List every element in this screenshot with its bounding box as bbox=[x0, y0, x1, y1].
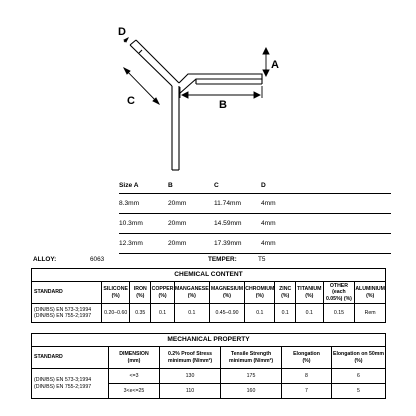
mech-cell: <=3 bbox=[109, 369, 160, 384]
chemical-standard: (DIN/BS) EN 573-3;1994 (DIN/BS) EN 755-2;1997 bbox=[32, 304, 102, 323]
chemical-header-row bbox=[32, 282, 386, 304]
mech-cell: 8 bbox=[282, 369, 332, 384]
mechanical-header-row bbox=[32, 347, 386, 369]
mech-cell: 5 bbox=[332, 384, 386, 399]
dimension-d bbox=[124, 38, 128, 42]
size-cell: 10.3mm bbox=[119, 214, 168, 234]
size-table bbox=[119, 181, 391, 254]
col-chromium: CHROMIUM (%) bbox=[245, 282, 275, 304]
mechanical-title: MECHANICAL PROPERTY bbox=[32, 334, 386, 347]
mech-cell: 3<e<=25 bbox=[109, 384, 160, 399]
label-a: A bbox=[271, 59, 279, 71]
label-c: C bbox=[127, 95, 135, 107]
size-cell: 8.3mm bbox=[119, 194, 168, 214]
col-other: OTHER (each 0.05%) (%) bbox=[323, 282, 355, 304]
table-row bbox=[32, 304, 386, 323]
mechanical-standard: (DIN/BS) EN 573-3;1994 (DIN/BS) EN 755-2;1997 bbox=[32, 369, 109, 399]
chem-cell: 0.35 bbox=[130, 304, 151, 323]
size-table-header bbox=[119, 181, 391, 194]
profile-outline bbox=[130, 40, 262, 170]
size-cell: 20mm bbox=[168, 234, 214, 254]
chemical-content-table bbox=[31, 268, 386, 323]
temper-label: TEMPER: bbox=[208, 256, 237, 263]
profile-diagram bbox=[0, 0, 416, 178]
table-row bbox=[119, 214, 391, 234]
temper-value: T5 bbox=[258, 256, 266, 263]
col-manganese: MANGANESE (%) bbox=[174, 282, 209, 304]
col-elongation-50mm: Elongation on 50mm (%) bbox=[332, 347, 386, 369]
col-titanium: TITANIUM (%) bbox=[295, 282, 323, 304]
table-row bbox=[119, 194, 391, 214]
dimension-b bbox=[180, 86, 262, 98]
col-zinc: ZINC (%) bbox=[275, 282, 296, 304]
col-elongation: Elongation (%) bbox=[282, 347, 332, 369]
chem-cell: 0.45–0.90 bbox=[209, 304, 245, 323]
size-cell: 20mm bbox=[168, 214, 214, 234]
col-tensile-strength: Tensile Strength minimum (N/mm²) bbox=[221, 347, 282, 369]
col-iron: IRON (%) bbox=[130, 282, 151, 304]
size-cell: 4mm bbox=[261, 194, 391, 214]
size-header-c: C bbox=[214, 181, 261, 194]
chem-cell: 0.1 bbox=[174, 304, 209, 323]
chem-cell: 0.1 bbox=[151, 304, 175, 323]
table-row bbox=[119, 234, 391, 254]
alloy-label: ALLOY: bbox=[33, 256, 57, 263]
dimension-a bbox=[263, 48, 269, 76]
chem-cell: 0.20–0.60 bbox=[101, 304, 129, 323]
size-cell: 4mm bbox=[261, 234, 391, 254]
size-cell: 17.39mm bbox=[214, 234, 261, 254]
size-cell: 4mm bbox=[261, 214, 391, 234]
size-cell: 12.3mm bbox=[119, 234, 168, 254]
chem-cell: 0.15 bbox=[323, 304, 355, 323]
chem-cell: Rem bbox=[355, 304, 386, 323]
col-magnesium: MAGNESIUM (%) bbox=[209, 282, 245, 304]
chemical-title: CHEMICAL CONTENT bbox=[32, 269, 386, 282]
chem-cell: 0.1 bbox=[245, 304, 275, 323]
mech-cell: 130 bbox=[160, 369, 221, 384]
mech-cell: 6 bbox=[332, 369, 386, 384]
col-silicone: SILICONE (%) bbox=[101, 282, 129, 304]
alloy-value: 6063 bbox=[90, 256, 105, 263]
mechanical-property-table bbox=[31, 333, 386, 399]
size-header-b: B bbox=[168, 181, 214, 194]
mech-cell: 7 bbox=[282, 384, 332, 399]
mech-cell: 160 bbox=[221, 384, 282, 399]
col-proof-stress: 0.2% Proof Stress minimum (N/mm²) bbox=[160, 347, 221, 369]
label-b: B bbox=[219, 99, 227, 111]
size-cell: 20mm bbox=[168, 194, 214, 214]
size-header-a: Size A bbox=[119, 181, 168, 194]
col-aluminium: ALUMINIUM (%) bbox=[355, 282, 386, 304]
size-cell: 11.74mm bbox=[214, 194, 261, 214]
chemical-standard-label: STANDARD bbox=[32, 282, 102, 304]
mechanical-standard-label: STANDARD bbox=[32, 347, 109, 369]
chem-cell: 0.1 bbox=[295, 304, 323, 323]
col-dimension: DIMENSION (mm) bbox=[109, 347, 160, 369]
col-copper: COPPER (%) bbox=[151, 282, 175, 304]
mech-cell: 110 bbox=[160, 384, 221, 399]
chem-cell: 0.1 bbox=[275, 304, 296, 323]
table-row bbox=[32, 369, 386, 384]
mech-cell: 175 bbox=[221, 369, 282, 384]
size-header-d: D bbox=[261, 181, 391, 194]
size-cell: 14.59mm bbox=[214, 214, 261, 234]
label-d: D bbox=[118, 26, 126, 38]
